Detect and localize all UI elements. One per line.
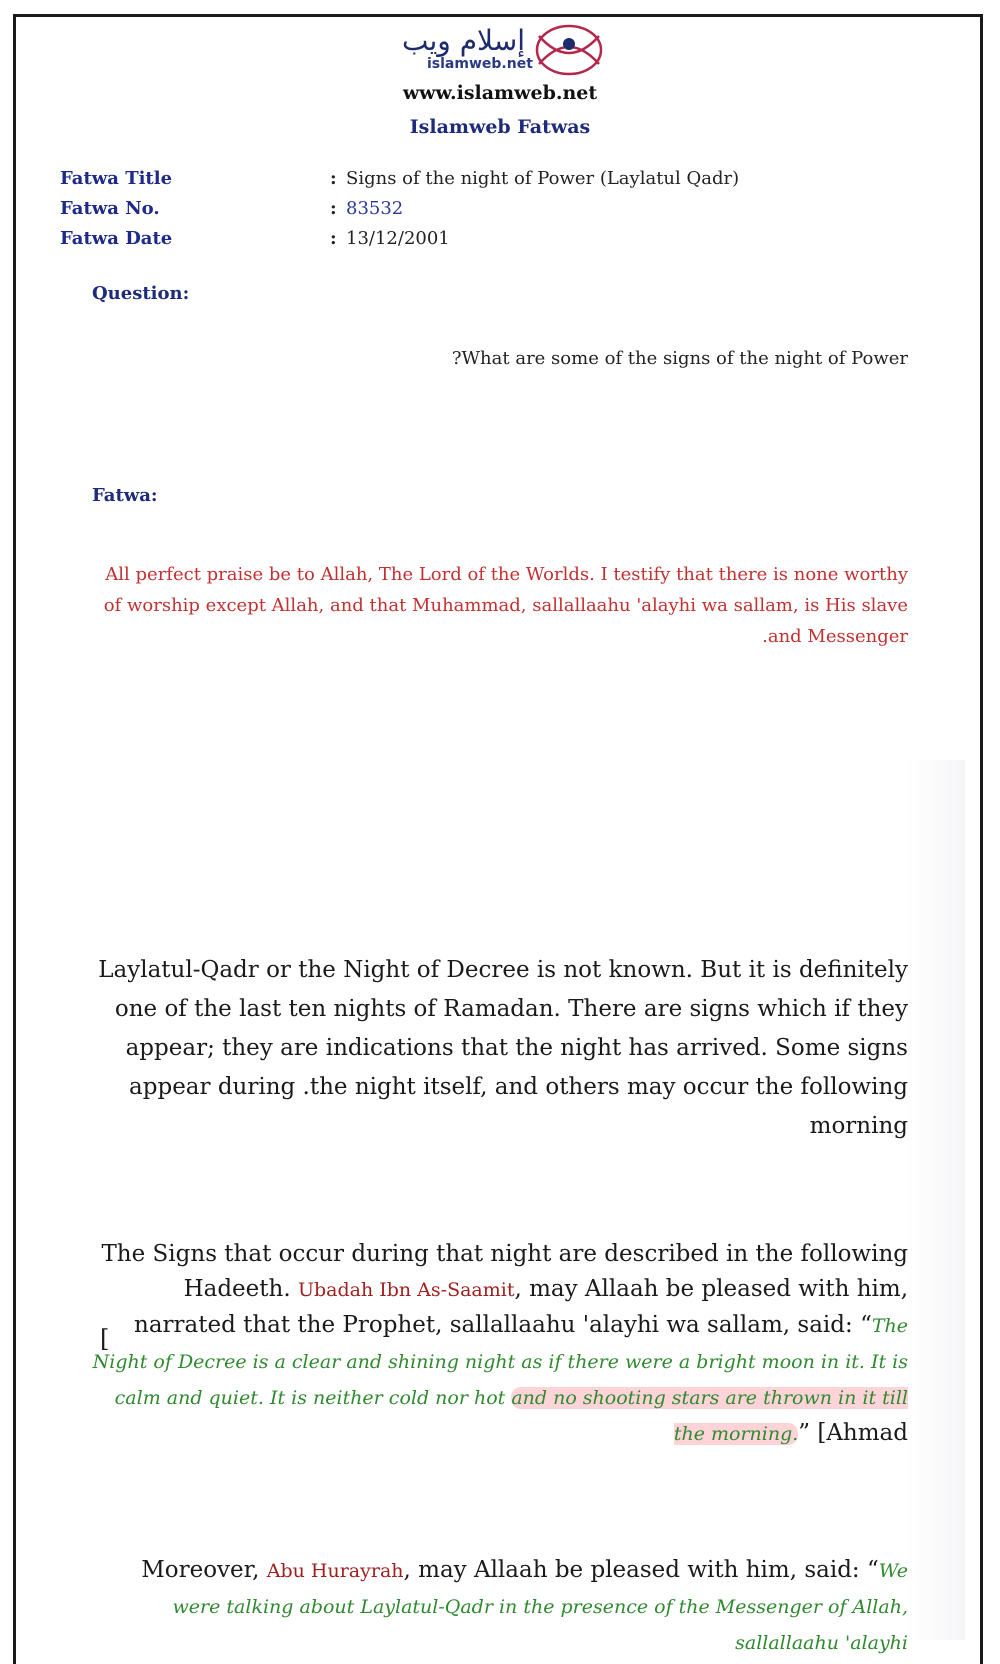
citation: ” [Ahmad	[798, 1420, 908, 1446]
fatwa-number-label: Fatwa No.	[60, 198, 160, 219]
site-logo[interactable]	[385, 20, 615, 80]
fatwa-paragraph-3	[92, 1553, 908, 1661]
fatwa-paragraph-1: Laylatul-Qadr or the Night of Decree is not known. But it is definitely one of the last ten nights of Ramadan. There are signs which if they appear; they are indications that the night has arrived. Some signs appear during .the night itself, and others may occur the following morning	[98, 957, 908, 1139]
narrator-name[interactable]: Ubadah Ibn As-Saamit	[297, 1279, 515, 1301]
paragraph-text: The Signs that occur during that night are described in the following Hadeeth.	[101, 1241, 908, 1302]
question-heading: Question:	[92, 283, 190, 304]
fatwa-title-colon: :	[330, 168, 337, 189]
highlighted-quote: and no shooting stars are thrown in it till the morning.	[511, 1387, 908, 1445]
fatwa-heading: Fatwa:	[92, 485, 158, 506]
fatwa-date-label: Fatwa Date	[60, 228, 173, 249]
hadith-quote: The Night of Decree is a clear and shining night as if there were a bright moon in it. It is calm and quiet. It is neither cold nor hot	[92, 1315, 908, 1409]
paragraph-text: Moreover,	[141, 1557, 267, 1583]
fatwa-paragraph-2	[92, 1237, 908, 1452]
logo-arabic-text: إسلام ويب	[402, 24, 525, 57]
globe-eye-icon	[533, 22, 605, 78]
site-url[interactable]: www.islamweb.net	[402, 82, 598, 104]
fatwa-title-value: Signs of the night of Power (Laylatul Qadr)	[346, 168, 740, 189]
page-subtitle: Islamweb Fatwas	[409, 116, 591, 138]
fatwa-intro: All perfect praise be to Allah, The Lord of the Worlds. I testify that there is none worthy of worship except Allah, and that Muhammad, sallallaahu 'alayhi wa sallam, is His slave .and Messenger	[103, 564, 908, 647]
fatwa-date-colon: :	[330, 228, 337, 249]
logo-english-text: islamweb.net	[427, 56, 533, 72]
paragraph-text: , may Allaah be pleased with him, said: “	[403, 1557, 879, 1583]
fatwa-number-colon: :	[330, 198, 337, 219]
fatwa-title-label: Fatwa Title	[60, 168, 173, 189]
citation-bracket: [	[100, 1325, 110, 1353]
fatwa-date-value: 13/12/2001	[346, 228, 450, 249]
fatwa-number-value: 83532	[346, 198, 404, 219]
hadith-quote: We were talking about Laylatul-Qadr in the presence of the Messenger of Allah, sallallaahu 'alayhi	[172, 1560, 908, 1654]
page-shadow	[905, 760, 965, 1640]
question-text: ?What are some of the signs of the night of Power	[451, 348, 908, 369]
paragraph-text: , may Allaah be pleased with him, narrated that the Prophet, sallallaahu 'alayhi wa sallam, said: “	[134, 1276, 908, 1338]
narrator-name[interactable]: Abu Hurayrah	[266, 1560, 404, 1582]
